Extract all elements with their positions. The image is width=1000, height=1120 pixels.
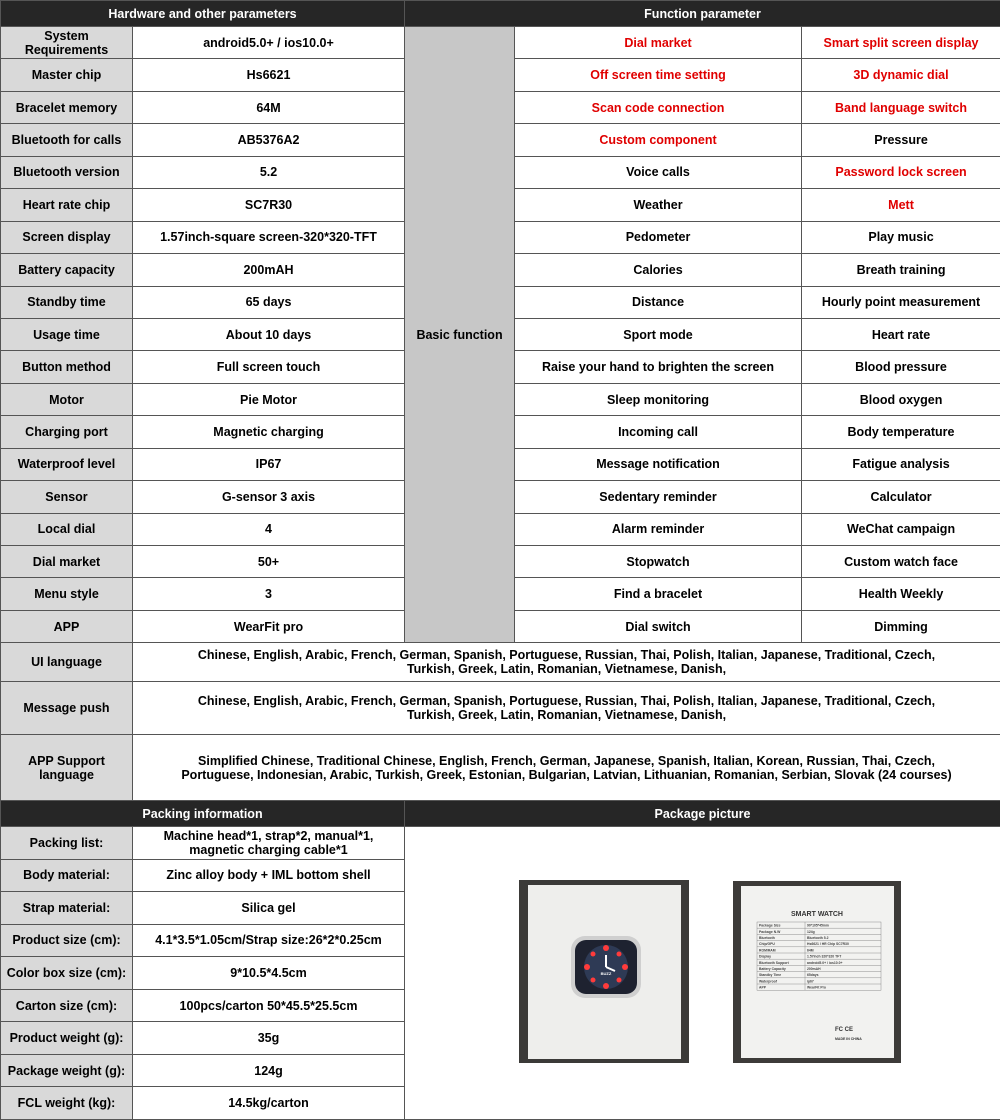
function-item: Health Weekly <box>802 578 1000 610</box>
spec-label: Local dial <box>1 513 133 545</box>
box-back <box>733 881 901 1063</box>
spec-value: WearFit pro <box>133 610 405 642</box>
box-spec-key: Standby Time <box>759 973 781 977</box>
box-spec-value: android5.0+ / ios10.0+ <box>807 961 842 965</box>
spec-value: Pie Motor <box>133 383 405 415</box>
box-spec-value: 90*105*45mm <box>807 924 829 928</box>
packing-value: 14.5kg/carton <box>133 1087 405 1120</box>
box-spec-key: Chip/GPU <box>759 942 775 946</box>
box-spec-value: 64M <box>807 948 814 952</box>
packing-label: Product weight (g): <box>1 1022 133 1055</box>
packing-value: Machine head*1, strap*2, manual*1, magnetic charging cable*1 <box>133 827 405 860</box>
function-item: Fatigue analysis <box>802 448 1000 480</box>
function-item: Blood pressure <box>802 351 1000 383</box>
spec-value: 1.57inch-square screen-320*320-TFT <box>133 221 405 253</box>
function-item: Incoming call <box>515 416 802 448</box>
function-item: Dial market <box>515 27 802 59</box>
box-spec-value: 65days <box>807 973 819 977</box>
spec-label: Button method <box>1 351 133 383</box>
function-item: Stopwatch <box>515 546 802 578</box>
spec-label: Bluetooth for calls <box>1 124 133 156</box>
spec-label: Usage time <box>1 318 133 350</box>
spec-label: Dial market <box>1 546 133 578</box>
function-item: Custom component <box>515 124 802 156</box>
function-item: Alarm reminder <box>515 513 802 545</box>
spec-value: SC7R30 <box>133 189 405 221</box>
language-value: Chinese, English, Arabic, French, German, Spanish, Portuguese, Russian, Thai, Polish, Italian, Japanese, Traditional, Czech, Turkish, Greek, Latin, Romanian, Vietnamese, Danish, <box>133 682 1000 735</box>
function-item: Message notification <box>515 448 802 480</box>
function-item: 3D dynamic dial <box>802 59 1000 91</box>
function-item: Dial switch <box>515 610 802 642</box>
language-label: APP Support language <box>1 735 133 802</box>
function-item: Weather <box>515 189 802 221</box>
hardware-header: Hardware and other parameters <box>1 1 405 27</box>
box-spec-value: ip67 <box>807 979 814 983</box>
spec-label: Bluetooth version <box>1 156 133 188</box>
function-item: Smart split screen display <box>802 27 1000 59</box>
function-item: Mett <box>802 189 1000 221</box>
function-item: Voice calls <box>515 156 802 188</box>
function-item: Hourly point measurement <box>802 286 1000 318</box>
language-label: Message push <box>1 682 133 735</box>
box-back-certs: FC CE <box>835 1027 853 1033</box>
packing-label: Strap material: <box>1 892 133 925</box>
packing-value: 9*10.5*4.5cm <box>133 957 405 990</box>
spec-value: 64M <box>133 91 405 123</box>
function-item: Sport mode <box>515 318 802 350</box>
function-item: WeChat campaign <box>802 513 1000 545</box>
box-spec-key: Bluetooth Support <box>759 961 790 965</box>
box-back-title: SMART WATCH <box>791 911 843 918</box>
packing-value: 124g <box>133 1054 405 1087</box>
function-item: Sedentary reminder <box>515 481 802 513</box>
box-spec-value: 200mAH <box>807 967 821 971</box>
packing-header: Packing information <box>1 801 405 827</box>
packing-value: 35g <box>133 1022 405 1055</box>
box-spec-value: 1.57inch 320*320 TFT <box>807 955 842 959</box>
spec-value: android5.0+ / ios10.0+ <box>133 27 405 59</box>
package-picture-header: Package picture <box>405 801 1000 827</box>
packing-label: Carton size (cm): <box>1 989 133 1022</box>
spec-label: Menu style <box>1 578 133 610</box>
packing-value: Zinc alloy body + IML bottom shell <box>133 859 405 892</box>
box-back-made-in: MADE IN CHINA <box>835 1037 862 1041</box>
spec-label: Heart rate chip <box>1 189 133 221</box>
spec-value: G-sensor 3 axis <box>133 481 405 513</box>
watch-brand: BUZZ <box>601 971 612 976</box>
packing-value: 4.1*3.5*1.05cm/Strap size:26*2*0.25cm <box>133 924 405 957</box>
language-label: UI language <box>1 643 133 682</box>
spec-value: 200mAH <box>133 254 405 286</box>
function-item: Calculator <box>802 481 1000 513</box>
function-item: Pressure <box>802 124 1000 156</box>
spec-label: Bracelet memory <box>1 91 133 123</box>
function-item: Body temperature <box>802 416 1000 448</box>
spec-value: 65 days <box>133 286 405 318</box>
language-row <box>1 735 1000 802</box>
function-item: Blood oxygen <box>802 383 1000 415</box>
function-item: Dimming <box>802 610 1000 642</box>
function-item: Breath training <box>802 254 1000 286</box>
function-item: Password lock screen <box>802 156 1000 188</box>
box-spec-key: APP <box>759 986 767 990</box>
spec-value: 4 <box>133 513 405 545</box>
function-header: Function parameter <box>405 1 1000 27</box>
function-item: Pedometer <box>515 221 802 253</box>
function-item: Off screen time setting <box>515 59 802 91</box>
packing-label: FCL weight (kg): <box>1 1087 133 1120</box>
spec-value: AB5376A2 <box>133 124 405 156</box>
spec-label: Sensor <box>1 481 133 513</box>
box-spec-key: Package Size <box>759 924 781 928</box>
function-item: Find a bracelet <box>515 578 802 610</box>
packing-label: Color box size (cm): <box>1 957 133 990</box>
box-spec-key: Battery Capacity <box>759 967 786 971</box>
spec-value: 5.2 <box>133 156 405 188</box>
box-spec-value: 124g <box>807 930 815 934</box>
spec-value: Hs6621 <box>133 59 405 91</box>
function-item: Scan code connection <box>515 91 802 123</box>
spec-label: APP <box>1 610 133 642</box>
packing-label: Packing list: <box>1 827 133 860</box>
function-item: Play music <box>802 221 1000 253</box>
box-spec-key: Package N.W <box>759 930 781 934</box>
spec-label: Master chip <box>1 59 133 91</box>
box-spec-value: Bluetooth 5.2 <box>807 936 829 940</box>
language-value: Chinese, English, Arabic, French, German, Spanish, Portuguese, Russian, Thai, Polish, Italian, Japanese, Traditional, Czech, Turkish, Greek, Latin, Romanian, Vietnamese, Danish, <box>133 643 1000 682</box>
package-picture <box>405 827 1000 1120</box>
spec-label: Charging port <box>1 416 133 448</box>
spec-row <box>1 27 1000 59</box>
spec-label: Waterproof level <box>1 448 133 480</box>
box-front <box>519 880 689 1063</box>
language-row <box>1 682 1000 735</box>
basic-function-label: Basic function <box>405 27 515 643</box>
spec-value: Magnetic charging <box>133 416 405 448</box>
function-item: Band language switch <box>802 91 1000 123</box>
spec-label: Screen display <box>1 221 133 253</box>
function-item: Heart rate <box>802 318 1000 350</box>
spec-value: About 10 days <box>133 318 405 350</box>
packing-table <box>0 800 1000 1120</box>
box-spec-key: Waterproof <box>759 979 778 983</box>
spec-label: System Requirements <box>1 27 133 59</box>
package-photo <box>405 827 1000 1119</box>
function-item: Raise your hand to brighten the screen <box>515 351 802 383</box>
spec-value: Full screen touch <box>133 351 405 383</box>
box-spec-key: Bluetooth <box>759 936 775 940</box>
spec-label: Motor <box>1 383 133 415</box>
spec-label: Battery capacity <box>1 254 133 286</box>
language-value: Simplified Chinese, Traditional Chinese, English, French, German, Japanese, Spanish, Italian, Korean, Russian, Thai, Czech, Portuguese, Indonesian, Arabic, Turkish, Greek, Estonian, Bulgarian, Latvian, Lithuanian, Romanian, Serbian, Slovak (24 courses) <box>133 735 1000 802</box>
box-spec-key: Display <box>759 955 771 959</box>
function-item: Custom watch face <box>802 546 1000 578</box>
box-spec-value: Hs6621 / HR Chip SC7R30 <box>807 942 849 946</box>
function-item: Sleep monitoring <box>515 383 802 415</box>
packing-value: 100pcs/carton 50*45.5*25.5cm <box>133 989 405 1022</box>
spec-value: 3 <box>133 578 405 610</box>
packing-label: Body material: <box>1 859 133 892</box>
spec-value: 50+ <box>133 546 405 578</box>
spec-value: IP67 <box>133 448 405 480</box>
packing-value: Silica gel <box>133 892 405 925</box>
function-item: Calories <box>515 254 802 286</box>
language-row <box>1 643 1000 682</box>
function-item: Distance <box>515 286 802 318</box>
spec-label: Standby time <box>1 286 133 318</box>
packing-row <box>1 827 1000 860</box>
packing-label: Package weight (g): <box>1 1054 133 1087</box>
packing-label: Product size (cm): <box>1 924 133 957</box>
box-spec-value: WearFit Pro <box>807 986 826 990</box>
box-spec-key: ROM/RAM <box>759 948 776 952</box>
